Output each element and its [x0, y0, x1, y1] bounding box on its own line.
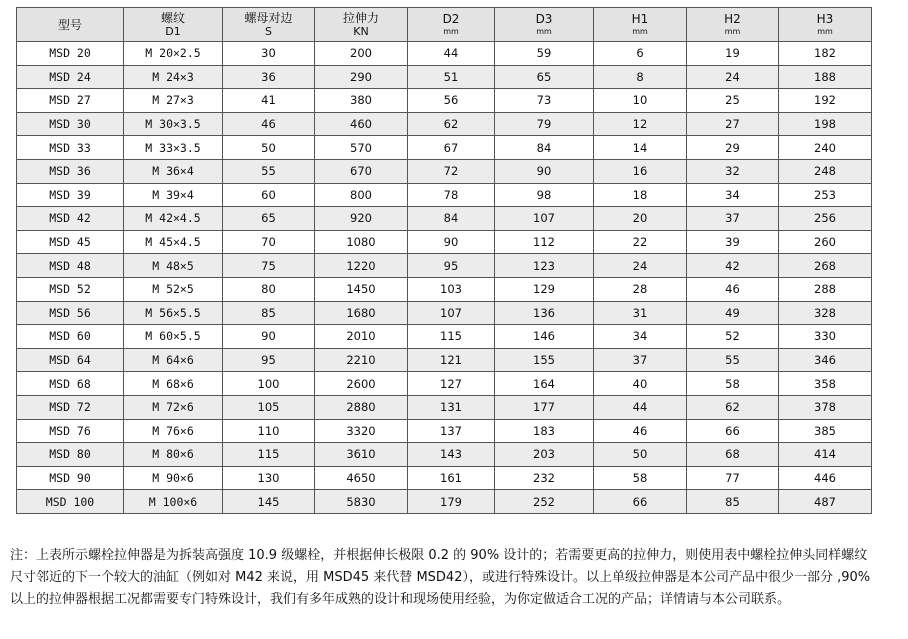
- table-row: [17, 443, 872, 467]
- table-cell: 192: [779, 89, 872, 113]
- table-cell: 240: [779, 136, 872, 160]
- table-cell: MSD 90: [17, 466, 124, 490]
- table-cell: 123: [495, 254, 594, 278]
- table-cell: MSD 100: [17, 490, 124, 514]
- table-cell: 290: [315, 65, 408, 89]
- table-cell: 177: [495, 395, 594, 419]
- table-cell: 40: [594, 372, 687, 396]
- spec-table: [16, 7, 872, 514]
- table-cell: 98: [495, 183, 594, 207]
- column-header: [495, 8, 594, 42]
- table-cell: 95: [408, 254, 495, 278]
- table-cell: 70: [223, 230, 315, 254]
- table-cell: M 68×6: [124, 372, 223, 396]
- column-header-title: D2: [442, 12, 460, 26]
- table-cell: 12: [594, 112, 687, 136]
- column-header: [17, 8, 124, 42]
- table-cell: 44: [594, 395, 687, 419]
- table-cell: 85: [223, 301, 315, 325]
- table-cell: 358: [779, 372, 872, 396]
- table-cell: MSD 48: [17, 254, 124, 278]
- table-cell: 131: [408, 395, 495, 419]
- table-cell: M 52×5: [124, 277, 223, 301]
- table-cell: 22: [594, 230, 687, 254]
- table-cell: 19: [687, 42, 779, 66]
- column-header-title: 型号: [57, 17, 82, 32]
- table-cell: 385: [779, 419, 872, 443]
- table-cell: 188: [779, 65, 872, 89]
- header-row: [17, 8, 872, 42]
- column-header-symbol: S: [265, 25, 272, 38]
- table-row: [17, 89, 872, 113]
- table-cell: 34: [594, 325, 687, 349]
- table-cell: 121: [408, 348, 495, 372]
- table-cell: 145: [223, 490, 315, 514]
- table-cell: 2880: [315, 395, 408, 419]
- table-cell: 4650: [315, 466, 408, 490]
- table-cell: M 24×3: [124, 65, 223, 89]
- table-cell: 100: [223, 372, 315, 396]
- column-header: [315, 8, 408, 42]
- table-cell: 107: [408, 301, 495, 325]
- table-cell: 90: [408, 230, 495, 254]
- table-cell: 129: [495, 277, 594, 301]
- table-row: [17, 136, 872, 160]
- table-cell: 24: [687, 65, 779, 89]
- table-cell: 200: [315, 42, 408, 66]
- table-cell: 1220: [315, 254, 408, 278]
- table-cell: MSD 45: [17, 230, 124, 254]
- table-cell: MSD 60: [17, 325, 124, 349]
- table-cell: MSD 72: [17, 395, 124, 419]
- table-cell: 49: [687, 301, 779, 325]
- table-cell: 155: [495, 348, 594, 372]
- table-row: [17, 254, 872, 278]
- table-cell: M 42×4.5: [124, 207, 223, 231]
- table-cell: 137: [408, 419, 495, 443]
- table-cell: 328: [779, 301, 872, 325]
- table-row: [17, 325, 872, 349]
- table-cell: 107: [495, 207, 594, 231]
- table-cell: MSD 52: [17, 277, 124, 301]
- table-cell: 179: [408, 490, 495, 514]
- table-row: [17, 65, 872, 89]
- column-header-unit: mm: [724, 27, 741, 36]
- table-cell: M 39×4: [124, 183, 223, 207]
- table-cell: 68: [687, 443, 779, 467]
- table-cell: 1450: [315, 277, 408, 301]
- table-cell: 44: [408, 42, 495, 66]
- table-cell: 256: [779, 207, 872, 231]
- table-cell: M 56×5.5: [124, 301, 223, 325]
- table-cell: M 72×6: [124, 395, 223, 419]
- table-cell: MSD 64: [17, 348, 124, 372]
- table-cell: 29: [687, 136, 779, 160]
- table-row: [17, 301, 872, 325]
- table-cell: 90: [223, 325, 315, 349]
- table-cell: 75: [223, 254, 315, 278]
- table-row: [17, 159, 872, 183]
- column-header: [408, 8, 495, 42]
- table-cell: M 45×4.5: [124, 230, 223, 254]
- table-cell: 146: [495, 325, 594, 349]
- table-cell: 198: [779, 112, 872, 136]
- table-cell: MSD 36: [17, 159, 124, 183]
- table-cell: M 36×4: [124, 159, 223, 183]
- table-cell: 460: [315, 112, 408, 136]
- table-cell: MSD 68: [17, 372, 124, 396]
- footnote: 注：上表所示螺栓拉伸器是为拆装高强度 10.9 级螺栓，并根据伸长极限 0.2 的 90% 设计的；若需要更高的拉伸力，则使用表中螺栓拉伸头同样螺纹尺寸邻近的下一个较大的油缸（例如对 M42 来说，用 MSD45 来代替 MSD42），或进行特殊设计。以上单级拉伸器是本公司产品中很少一部分 ,90% 以上的拉伸器根据工况都需要专门特殊设计，我们有多年成熟的设计和现场使用经验，为你定做适合工况的产品；详情请与本公司联系。: [10, 548, 871, 607]
- table-row: [17, 372, 872, 396]
- table-row: [17, 395, 872, 419]
- table-cell: 66: [594, 490, 687, 514]
- table-header: [17, 8, 872, 42]
- table-cell: 46: [594, 419, 687, 443]
- table-cell: MSD 27: [17, 89, 124, 113]
- table-row: [17, 348, 872, 372]
- table-row: [17, 230, 872, 254]
- table-cell: MSD 20: [17, 42, 124, 66]
- table-cell: 62: [408, 112, 495, 136]
- table-cell: 84: [408, 207, 495, 231]
- table-cell: 46: [687, 277, 779, 301]
- column-header: [223, 8, 315, 42]
- table-cell: 37: [594, 348, 687, 372]
- table-cell: 1080: [315, 230, 408, 254]
- table-cell: 65: [223, 207, 315, 231]
- table-cell: 32: [687, 159, 779, 183]
- table-cell: 414: [779, 443, 872, 467]
- table-cell: 380: [315, 89, 408, 113]
- table-cell: MSD 33: [17, 136, 124, 160]
- table-cell: 103: [408, 277, 495, 301]
- table-cell: 24: [594, 254, 687, 278]
- table-row: [17, 490, 872, 514]
- table-cell: 18: [594, 183, 687, 207]
- table-cell: M 76×6: [124, 419, 223, 443]
- table-cell: 55: [223, 159, 315, 183]
- table-cell: 60: [223, 183, 315, 207]
- column-header: [779, 8, 872, 42]
- table-cell: 59: [495, 42, 594, 66]
- table-cell: 95: [223, 348, 315, 372]
- table-cell: 39: [687, 230, 779, 254]
- table-cell: MSD 56: [17, 301, 124, 325]
- table-cell: 2600: [315, 372, 408, 396]
- table-cell: 25: [687, 89, 779, 113]
- table-cell: 31: [594, 301, 687, 325]
- table-cell: 65: [495, 65, 594, 89]
- table-cell: 130: [223, 466, 315, 490]
- table-cell: 50: [223, 136, 315, 160]
- table-cell: 105: [223, 395, 315, 419]
- table-cell: 248: [779, 159, 872, 183]
- table-cell: 34: [687, 183, 779, 207]
- table-cell: 16: [594, 159, 687, 183]
- table-cell: MSD 80: [17, 443, 124, 467]
- table-cell: 51: [408, 65, 495, 89]
- table-cell: 136: [495, 301, 594, 325]
- table-cell: 115: [408, 325, 495, 349]
- table-cell: 78: [408, 183, 495, 207]
- table-cell: 80: [223, 277, 315, 301]
- table-cell: 330: [779, 325, 872, 349]
- table-cell: 115: [223, 443, 315, 467]
- table-cell: 161: [408, 466, 495, 490]
- table-cell: 67: [408, 136, 495, 160]
- column-header: [124, 8, 223, 42]
- table-cell: 58: [687, 372, 779, 396]
- table-cell: MSD 76: [17, 419, 124, 443]
- table-cell: 110: [223, 419, 315, 443]
- table-cell: 72: [408, 159, 495, 183]
- column-header-title: H1: [631, 12, 649, 26]
- table-cell: MSD 39: [17, 183, 124, 207]
- table-cell: 268: [779, 254, 872, 278]
- table-cell: M 60×5.5: [124, 325, 223, 349]
- table-cell: 27: [687, 112, 779, 136]
- table-cell: 90: [495, 159, 594, 183]
- table-cell: M 64×6: [124, 348, 223, 372]
- table-cell: 30: [223, 42, 315, 66]
- table-cell: 62: [687, 395, 779, 419]
- column-header-unit: mm: [817, 27, 833, 36]
- table-cell: 800: [315, 183, 408, 207]
- table-cell: M 48×5: [124, 254, 223, 278]
- table-cell: 253: [779, 183, 872, 207]
- table-cell: 3610: [315, 443, 408, 467]
- column-header-unit: mm: [536, 27, 552, 36]
- table-cell: 164: [495, 372, 594, 396]
- table-cell: 487: [779, 490, 872, 514]
- table-cell: 3320: [315, 419, 408, 443]
- table-cell: 58: [594, 466, 687, 490]
- table-cell: 79: [495, 112, 594, 136]
- table-cell: 252: [495, 490, 594, 514]
- table-cell: 41: [223, 89, 315, 113]
- table-cell: 232: [495, 466, 594, 490]
- table-cell: 56: [408, 89, 495, 113]
- table-cell: M 100×6: [124, 490, 223, 514]
- column-header-unit: mm: [632, 27, 648, 36]
- table-cell: MSD 24: [17, 65, 124, 89]
- table-cell: 73: [495, 89, 594, 113]
- table-row: [17, 112, 872, 136]
- table-cell: 50: [594, 443, 687, 467]
- table-cell: 8: [594, 65, 687, 89]
- table-cell: 183: [495, 419, 594, 443]
- table-cell: 446: [779, 466, 872, 490]
- table-cell: 260: [779, 230, 872, 254]
- table-cell: MSD 30: [17, 112, 124, 136]
- column-header-title: 拉伸力: [342, 11, 379, 25]
- table-row: [17, 183, 872, 207]
- table-cell: 84: [495, 136, 594, 160]
- table-row: [17, 42, 872, 66]
- table-cell: 203: [495, 443, 594, 467]
- table-cell: 570: [315, 136, 408, 160]
- table-cell: 2010: [315, 325, 408, 349]
- table-cell: 28: [594, 277, 687, 301]
- table-cell: 42: [687, 254, 779, 278]
- table-row: [17, 277, 872, 301]
- table-cell: 14: [594, 136, 687, 160]
- table-cell: 920: [315, 207, 408, 231]
- table-cell: 10: [594, 89, 687, 113]
- column-header-title: 螺纹: [160, 11, 185, 25]
- table-cell: M 33×3.5: [124, 136, 223, 160]
- table-cell: 143: [408, 443, 495, 467]
- table-cell: 670: [315, 159, 408, 183]
- column-header-title: H2: [724, 12, 741, 26]
- table-cell: 36: [223, 65, 315, 89]
- column-header-symbol: D1: [165, 25, 181, 38]
- column-header-title: 螺母对边: [244, 11, 293, 25]
- table-cell: 288: [779, 277, 872, 301]
- table-cell: 1680: [315, 301, 408, 325]
- table-cell: 37: [687, 207, 779, 231]
- table-cell: 5830: [315, 490, 408, 514]
- column-header: [687, 8, 779, 42]
- table-cell: 52: [687, 325, 779, 349]
- table-cell: 2210: [315, 348, 408, 372]
- table-cell: M 20×2.5: [124, 42, 223, 66]
- table-cell: M 90×6: [124, 466, 223, 490]
- table-row: [17, 419, 872, 443]
- table-cell: 378: [779, 395, 872, 419]
- column-header-symbol: KN: [353, 25, 369, 38]
- table-row: [17, 466, 872, 490]
- table-cell: 127: [408, 372, 495, 396]
- table-cell: 77: [687, 466, 779, 490]
- column-header-title: H3: [816, 12, 834, 26]
- table-cell: 20: [594, 207, 687, 231]
- column-header-unit: mm: [443, 27, 459, 36]
- table-cell: 6: [594, 42, 687, 66]
- table-cell: 346: [779, 348, 872, 372]
- column-header: [594, 8, 687, 42]
- table-cell: 112: [495, 230, 594, 254]
- table-cell: MSD 42: [17, 207, 124, 231]
- table-cell: 55: [687, 348, 779, 372]
- table-cell: 46: [223, 112, 315, 136]
- column-header-title: D3: [535, 12, 553, 26]
- table-cell: M 30×3.5: [124, 112, 223, 136]
- table-cell: M 80×6: [124, 443, 223, 467]
- table-cell: 182: [779, 42, 872, 66]
- table-cell: 66: [687, 419, 779, 443]
- table-cell: M 27×3: [124, 89, 223, 113]
- table-body: [17, 42, 872, 514]
- table-row: [17, 207, 872, 231]
- table-cell: 85: [687, 490, 779, 514]
